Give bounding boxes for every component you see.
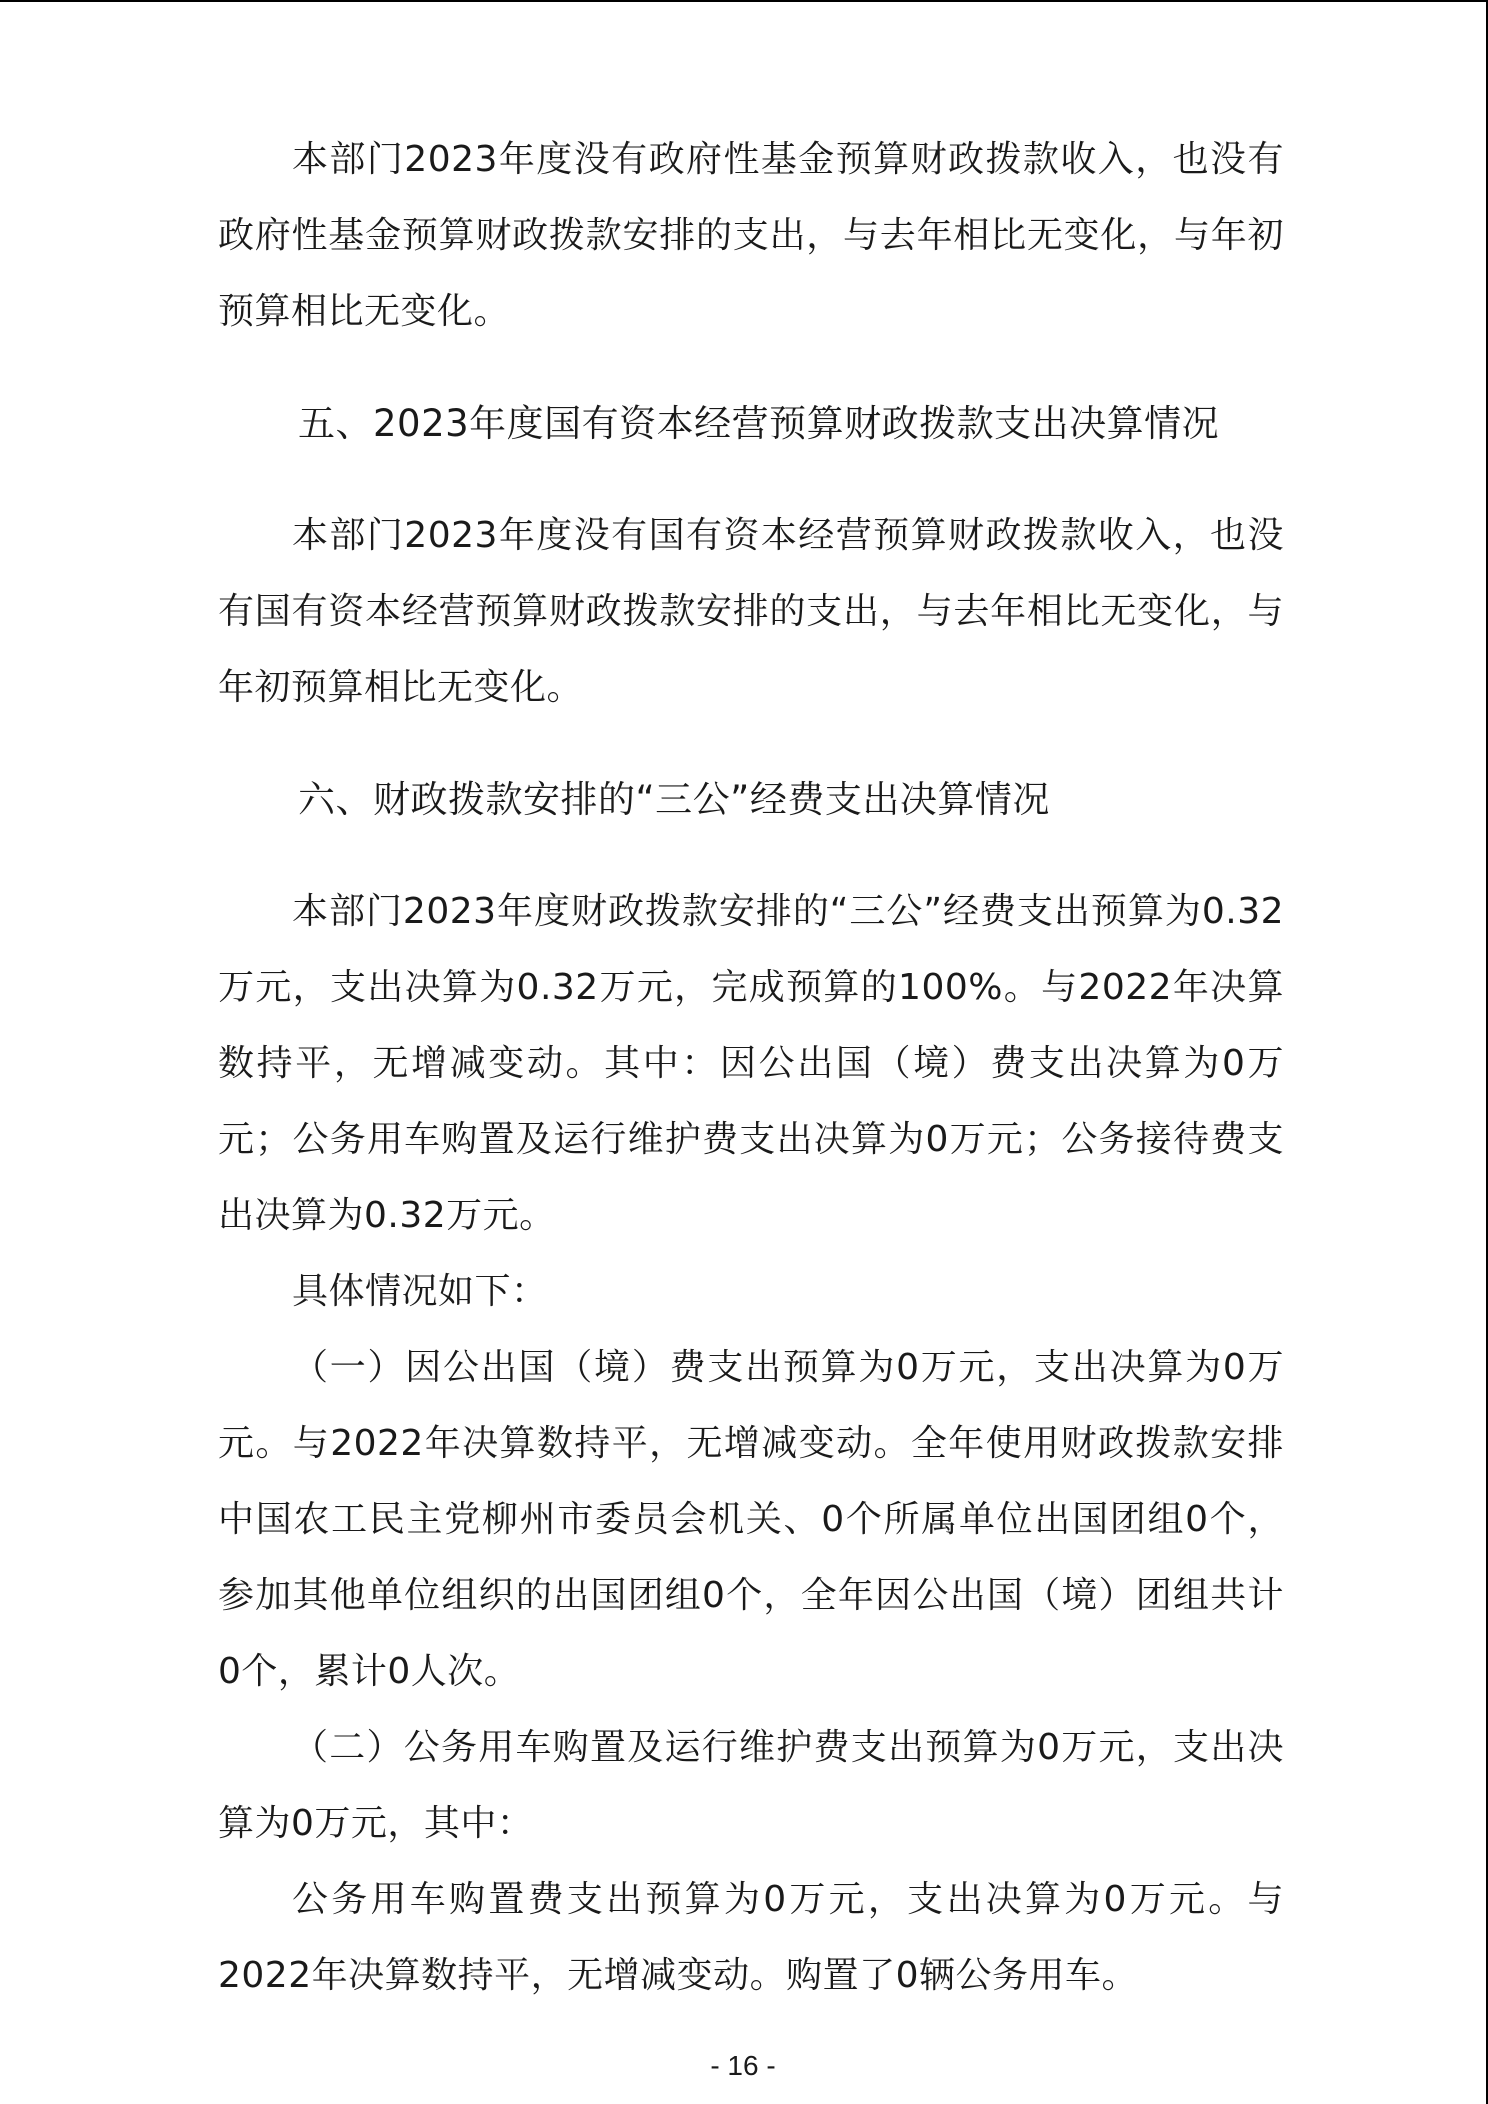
paragraph-vehicle-purchase: 公务用车购置费支出预算为0万元，支出决算为0万元。与2022年决算数持平，无增减变动。购置了0辆公务用车。 [218,1879,1284,1996]
paragraph-state-capital: 本部门2023年度没有国有资本经营预算财政拨款收入，也没有国有资本经营预算财政拨款安排的支出，与去年相比无变化，与年初预算相比无变化。 [218,515,1284,708]
paragraph-details-intro: 具体情况如下： [292,1271,548,1312]
section-heading-six: 六、财政拨款安排的“三公”经费支出决算情况 [298,778,1050,821]
paragraph-vehicle-costs: （二）公务用车购置及运行维护费支出预算为0万元，支出决算为0万元，其中： [218,1727,1284,1844]
document-body [218,122,1284,2014]
page-number: - 16 - [710,2050,776,2081]
paragraph-three-public-summary: 本部门2023年度财政拨款安排的“三公”经费支出预算为0.32万元，支出决算为0.32万元，完成预算的100%。与2022年决算数持平，无增减变动。其中：因公出国（境）费支出决算为0万元；公务用车购置及运行维护费支出决算为0万元；公务接待费支出决算为0.32万元。 [218,891,1284,1236]
paragraph-overseas-travel: （一）因公出国（境）费支出预算为0万元，支出决算为0万元。与2022年决算数持平，无增减变动。全年使用财政拨款安排中国农工民主党柳州市委员会机关、0个所属单位出国团组0个，参加其他单位组织的出国团组0个，全年因公出国（境）团组共计0个，累计0人次。 [218,1347,1284,1692]
paragraph-government-fund: 本部门2023年度没有政府性基金预算财政拨款收入，也没有政府性基金预算财政拨款安排的支出，与去年相比无变化，与年初预算相比无变化。 [218,139,1284,332]
section-heading-five: 五、2023年度国有资本经营预算财政拨款支出决算情况 [298,402,1220,445]
